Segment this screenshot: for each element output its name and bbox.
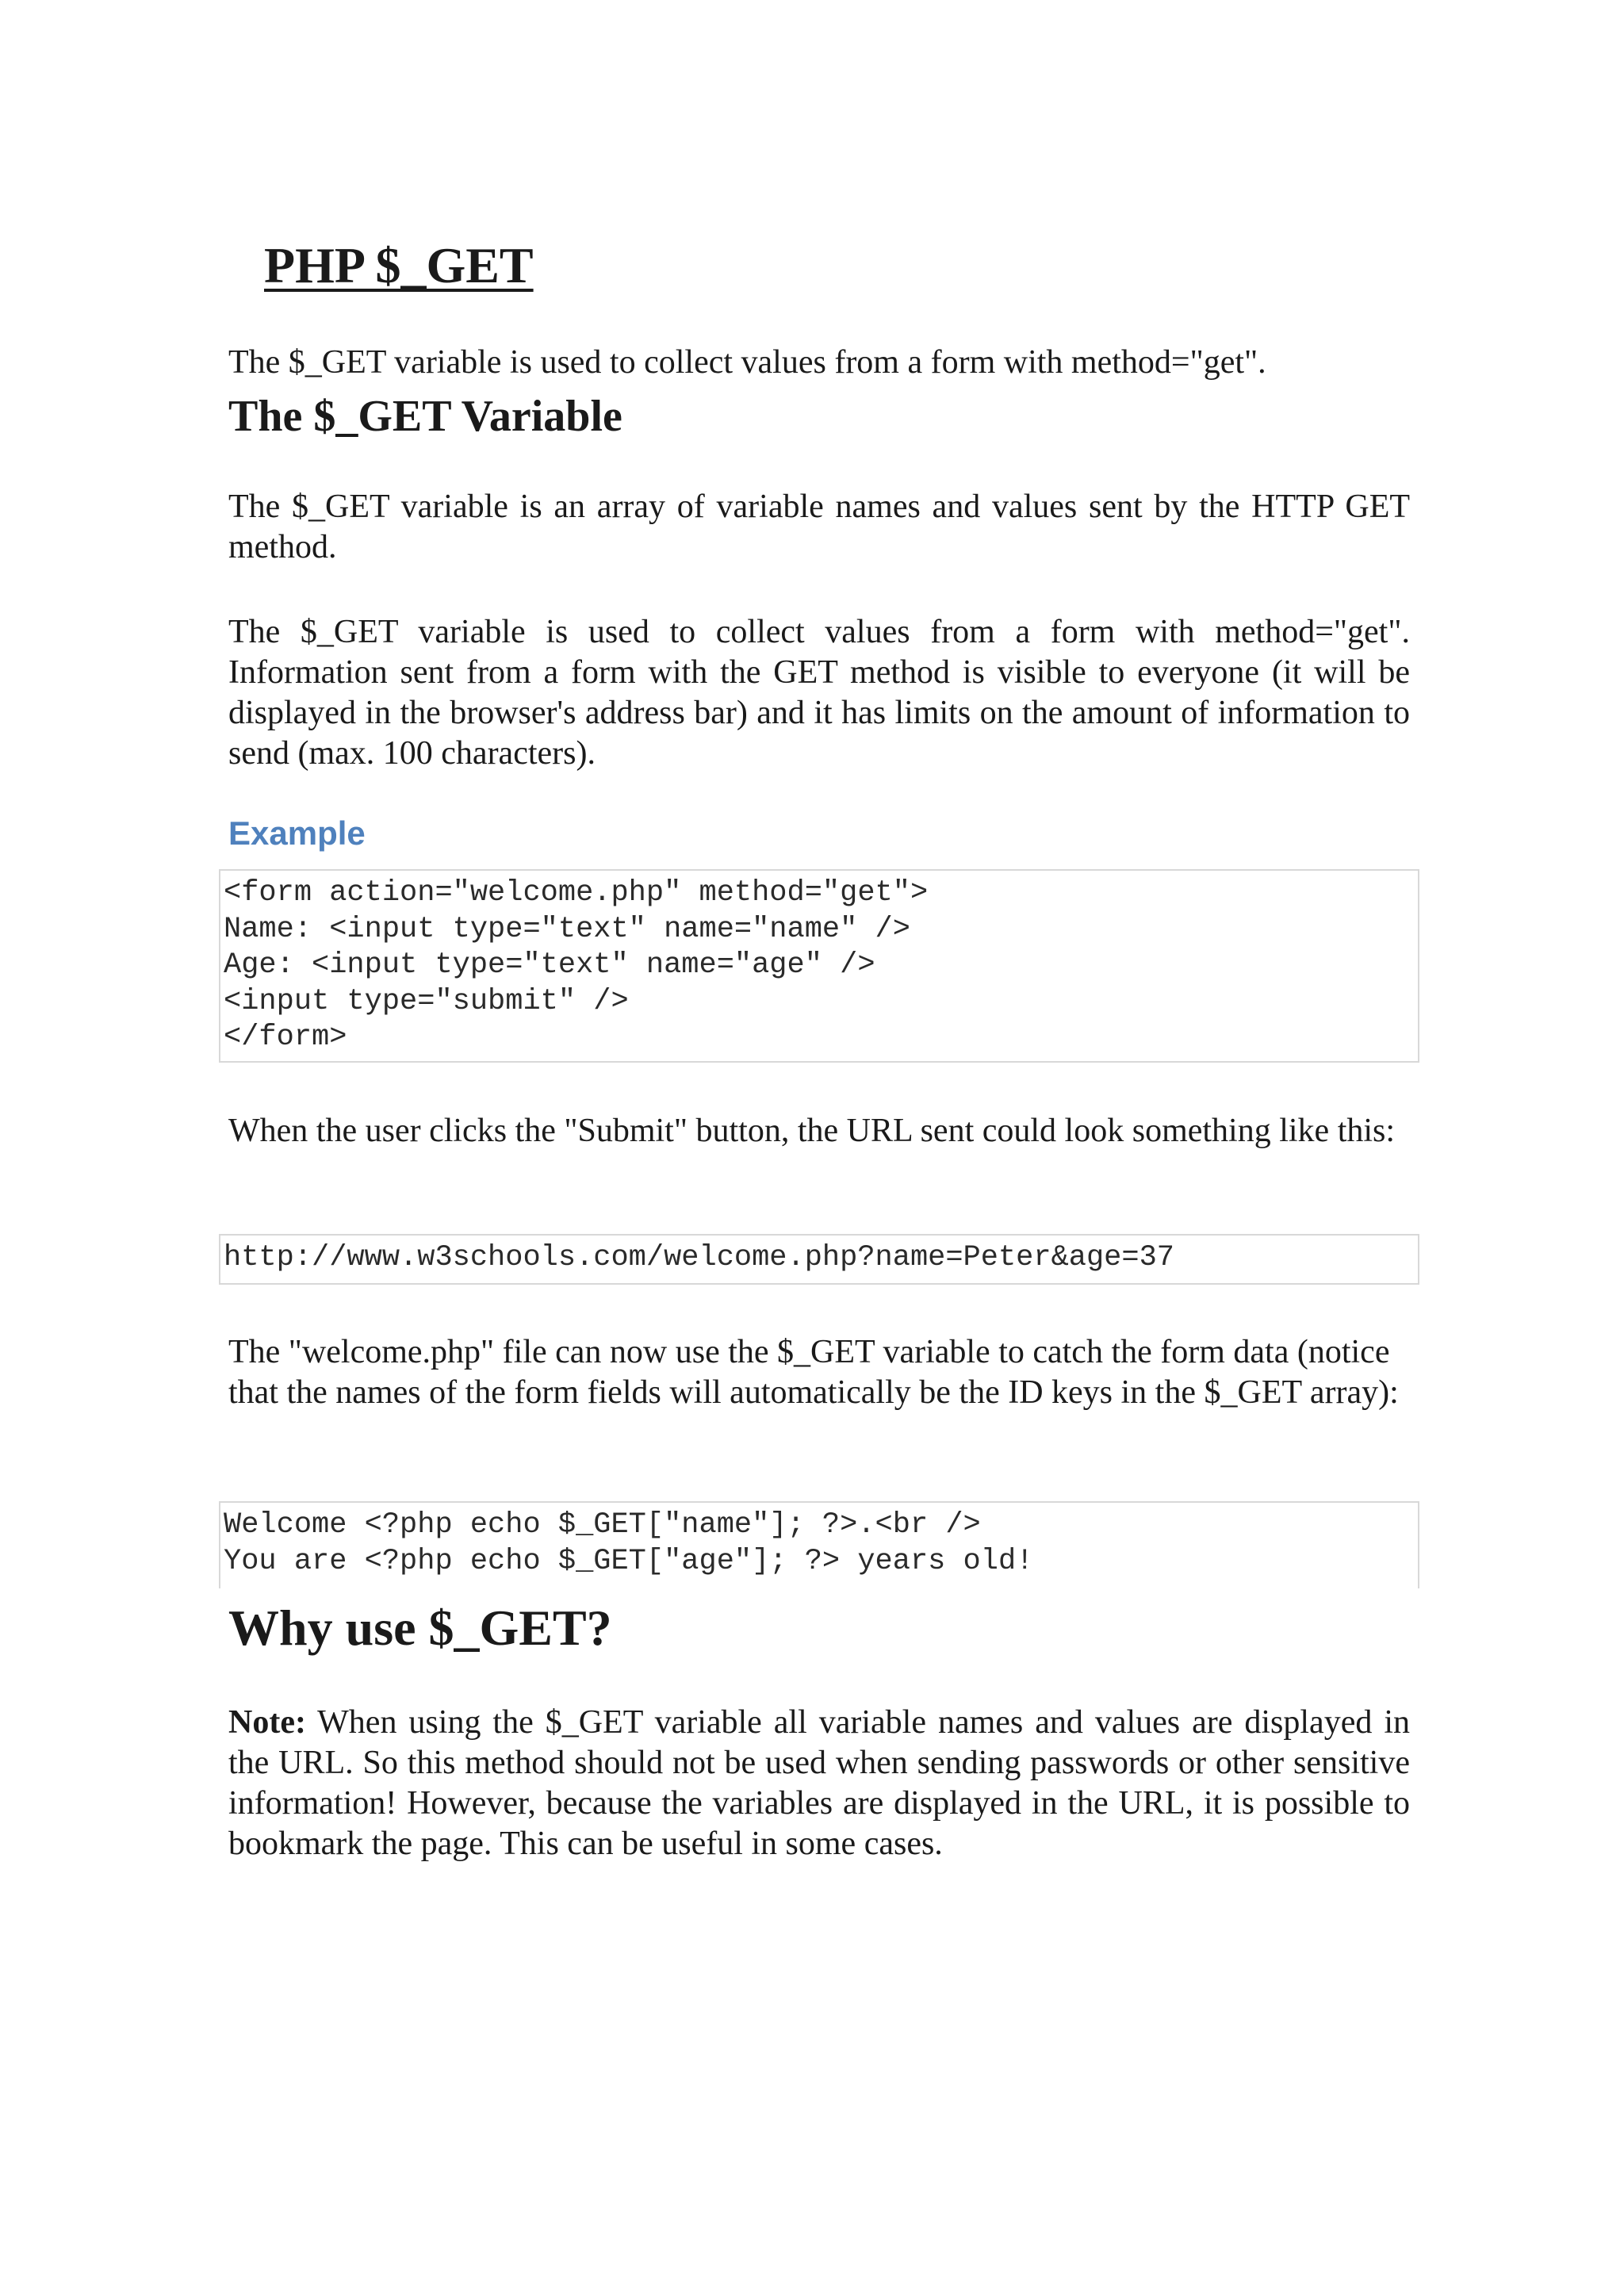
code-line: <form action="welcome.php" method="get">: [224, 876, 929, 910]
code-line: You are <?php echo $_GET["age"]; ?> years old!: [224, 1544, 1034, 1578]
code-line: </form>: [224, 1021, 347, 1054]
example-label: Example: [228, 814, 366, 852]
note-label: Note:: [228, 1704, 306, 1741]
get-variable-details: The $_GET variable is used to collect values from a form with method="get". Information sent from a form with the GET method is visible to everyone (it will be displayed in the browser's address bar) and it has limits on the amount of information to send (max. 100 characters).: [228, 614, 1410, 772]
submit-explanation: When the user clicks the "Submit" button, the URL sent could look something like this:: [228, 1113, 1396, 1149]
code-line: Welcome <?php echo $_GET["name"]; ?>.<br />: [224, 1508, 981, 1542]
section-heading-get-variable: The $_GET Variable: [228, 392, 622, 441]
url-example-line: http://www.w3schools.com/welcome.php?name=Peter&age=37: [224, 1241, 1174, 1274]
code-line: Age: <input type="text" name="age" />: [224, 948, 875, 982]
section-heading-why-use-get: Why use $_GET?: [228, 1600, 612, 1656]
example-code-block: [219, 869, 1419, 1063]
code-line: Name: <input type="text" name="name" />: [224, 912, 910, 946]
get-variable-description: The $_GET variable is an array of variable names and values sent by the HTTP GET method.: [228, 489, 1410, 565]
url-example-block: [219, 1234, 1419, 1285]
welcome-explanation: The "welcome.php" file can now use the $_GET variable to catch the form data (notice that the names of the form fields will automatically be the ID keys in the $_GET array):: [228, 1334, 1399, 1411]
note-paragraph: [228, 1703, 1410, 1864]
note-text: When using the $_GET variable all variable names and values are displayed in the URL. So this method should not be used when sending passwords or other sensitive information! However, because the variables are displayed in the URL, it is possible to bookmark the page. This can be useful in some cases.: [228, 1704, 1410, 1862]
intro-paragraph: The $_GET variable is used to collect values from a form with method="get".: [228, 344, 1266, 381]
page-title: PHP $_GET: [264, 237, 534, 293]
code-line: <input type="submit" />: [224, 984, 629, 1018]
welcome-code-block: [219, 1501, 1419, 1588]
